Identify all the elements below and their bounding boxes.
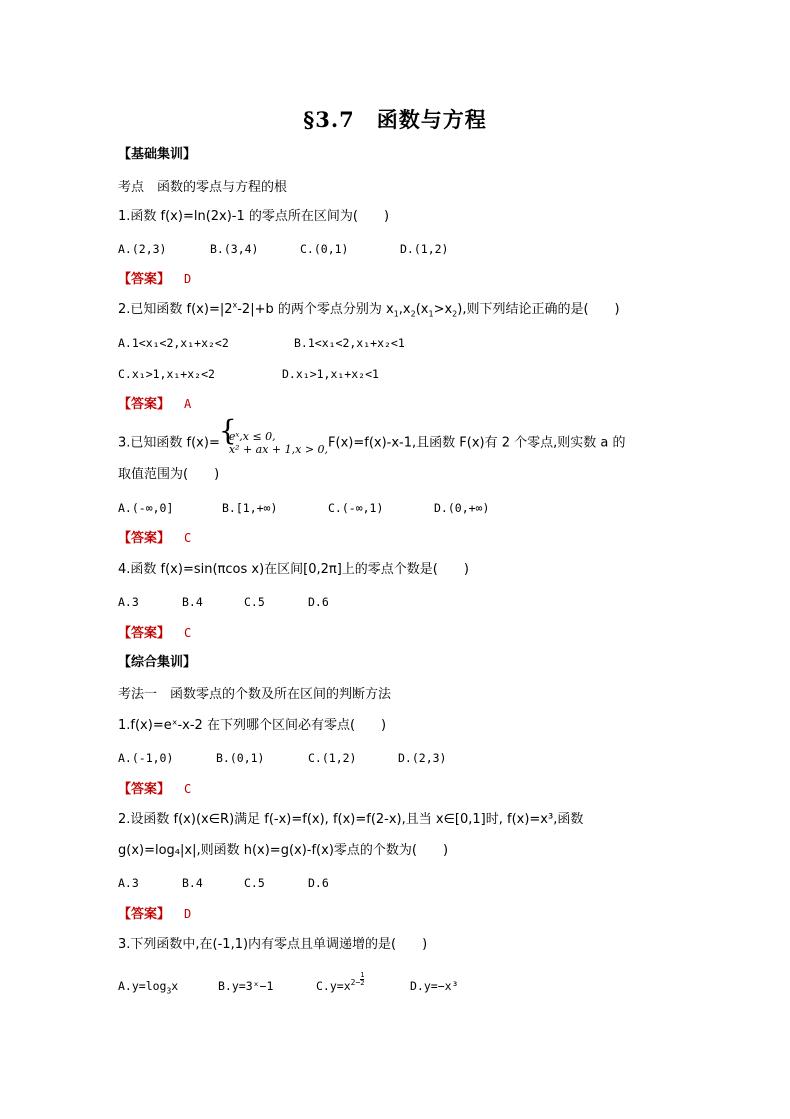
question-c1-stem: 1.f(x)=eˣ-x-2 在下列哪个区间必有零点( ) (118, 718, 387, 733)
question-c2-stem: 2.设函数 f(x)(x∈R)满足 f(-x)=f(x), f(x)=f(2-x),且当 x∈[0,1]时, f(x)=x³,函数 (118, 812, 584, 827)
page-title: §3.7 函数与方程 (303, 107, 487, 132)
option-c: $C.y=x^{2-}$ $\frac{1}{2}$ (316, 971, 365, 993)
option-b: B.(0,1) (216, 751, 265, 765)
section-header-comprehensive: 【综合集训】 (118, 655, 197, 670)
answer-value: D (184, 272, 192, 286)
topic-basic: 考点 函数的零点与方程的根 (118, 180, 288, 195)
question-b2-options-row1 (118, 335, 405, 351)
option-a: A.1<x₁<2,x₁+x₂<2 (118, 336, 229, 350)
piecewise-function: { eˣ,x ≤ 0, x² + ax + 1,x > 0, (220, 430, 328, 456)
option-a: A.(2,3) (118, 242, 167, 256)
question-c1-options (118, 750, 446, 766)
question-b1-stem: 1.函数 f(x)=ln(2x)-1 的零点所在区间为( ) (118, 209, 390, 224)
option-d: D.6 (308, 595, 329, 609)
question-b3-stem-cont: 取值范围为( ) (118, 467, 220, 482)
option-c: C.(-∞,1) (328, 501, 384, 515)
question-b4-options (118, 594, 329, 610)
option-c: C.(1,2) (308, 751, 357, 765)
answer-label: 【答案】 (118, 272, 171, 287)
answer-value: D (184, 907, 192, 921)
answer-b1 (118, 271, 191, 288)
option-d: D.x₁>1,x₁+x₂<1 (282, 367, 379, 381)
option-c: C.(0,1) (300, 242, 349, 256)
answer-c1: 【答案】 C (118, 782, 192, 797)
option-d: D.(1,2) (400, 242, 449, 256)
option-d: D.y=−x³ (410, 978, 459, 993)
answer-b2: 【答案】 A (118, 397, 192, 412)
option-d: D.(2,3) (398, 751, 447, 765)
option-a: $A.y=\log_3x$ (118, 978, 179, 996)
answer-value: A (184, 397, 192, 411)
option-a: A.3 (118, 876, 139, 890)
question-c2-stem-cont: g(x)=log₄|x|,则函数 h(x)=g(x)-f(x)零点的个数为( ) (118, 843, 449, 858)
option-c: C.5 (244, 595, 265, 609)
answer-b3: 【答案】 C (118, 531, 192, 546)
answer-value: C (184, 626, 192, 640)
question-b2-options-row2 (118, 366, 379, 382)
question-b4-stem: 4.函数 f(x)=sin(πcos x)在区间[0,2π]上的零点个数是( ) (118, 562, 469, 577)
option-b: B.y=3ˣ−1 (218, 978, 274, 993)
section-header-basic: 【基础集训】 (118, 147, 197, 162)
option-a: A.(-∞,0] (118, 501, 174, 515)
question-b1-options (118, 241, 448, 257)
answer-b4: 【答案】 C (118, 626, 192, 641)
question-b3-stem: 3.已知函数 f(x)= { eˣ,x ≤ 0, x² + ax + 1,x > 0, F(x)=f(x)-x-1,且函数 F(x)有 2 个零点,则实数 a 的 (118, 430, 626, 456)
option-b: B.1<x₁<2,x₁+x₂<1 (294, 336, 405, 350)
answer-value: C (184, 782, 192, 796)
question-c3-stem: 3.下列函数中,在(-1,1)内有零点且单调递增的是( ) (118, 937, 428, 952)
option-b: B.(3,4) (210, 242, 259, 256)
question-c2-options (118, 875, 329, 891)
option-c: C.x₁>1,x₁+x₂<2 (118, 367, 215, 381)
option-a: A.(-1,0) (118, 751, 174, 765)
question-b3-options (118, 500, 489, 516)
option-b: B.[1,+∞) (222, 501, 278, 515)
question-b2-stem: 2.已知函数 $f(x)=|2^x-2|+b$ 的两个零点分别为 $x_1,x_2(x_1>x_2)$,则下列结论正确的是( ) (118, 300, 620, 319)
topic-comprehensive: 考法一 函数零点的个数及所在区间的判断方法 (118, 687, 392, 702)
answer-c2: 【答案】 D (118, 907, 192, 922)
option-a: A.3 (118, 595, 139, 609)
option-c: C.5 (244, 876, 265, 890)
option-b: B.4 (182, 876, 203, 890)
option-d: D.(0,+∞) (434, 501, 490, 515)
answer-value: C (184, 531, 192, 545)
question-c3-options (118, 972, 458, 994)
option-d: D.6 (308, 876, 329, 890)
option-b: B.4 (182, 595, 203, 609)
